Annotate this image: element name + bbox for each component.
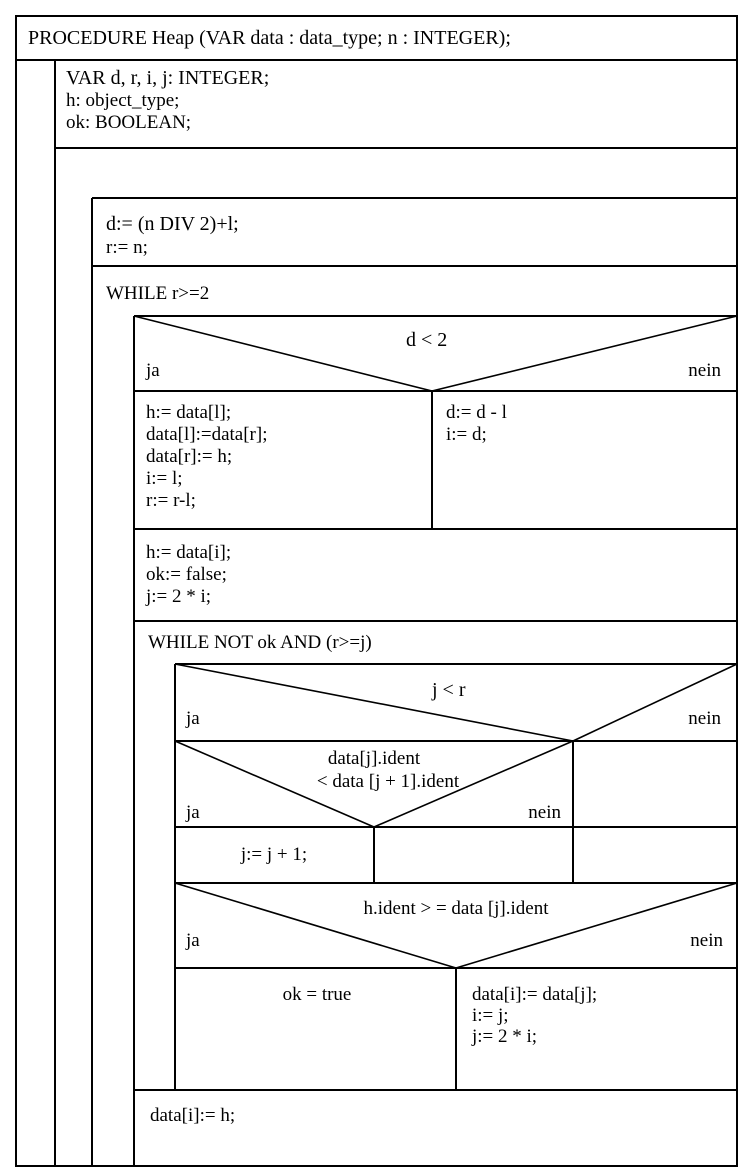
if-ident-no-label: nein [528,802,561,823]
if-d-no-statement: d:= d - l [446,402,507,423]
if-d-condition: d < 2 [406,329,448,351]
if-j-diagonal-right [573,664,737,741]
if-j-no-label: nein [688,708,721,729]
if-h-no-statement: j:= 2 * i; [472,1026,538,1047]
init-statement-d: d:= (n DIV 2)+l; [106,213,239,235]
structure-lines [16,16,737,1166]
if-h-no-label: nein [690,930,723,951]
procedure-frame [16,16,737,1166]
final-statement: data[i]:= h; [150,1105,236,1126]
declaration-h: h: object_type; [66,90,180,111]
if-h-diagonal-left [175,883,456,968]
if-ident-yes-statement: j:= j + 1; [240,844,308,865]
if-h-condition: h.ident > = data [j].ident [363,898,549,919]
if-d-yes-statement: h:= data[l]; [146,402,232,423]
init-statement-r: r:= n; [106,237,148,258]
if-h-no-statement: i:= j; [472,1005,509,1026]
if-h-yes-label: ja [186,930,200,951]
inner-while-condition: WHILE NOT ok AND (r>=j) [148,632,372,653]
pre-inner-statement: j:= 2 * i; [146,586,212,607]
if-ident-condition-line2: < data [j + 1].ident [316,771,460,792]
if-d-diagonal-left [134,316,432,391]
if-j-diagonal-left [175,664,573,741]
if-j-yes-label: ja [186,708,200,729]
if-h-no-statement: data[i]:= data[j]; [472,984,598,1005]
if-d-no-label: nein [688,360,721,381]
procedure-header: PROCEDURE Heap (VAR data : data_type; n : INTEGER); [28,27,511,49]
declaration-vars: VAR d, r, i, j: INTEGER; [66,67,270,89]
if-h-diagonal-right [456,883,737,968]
if-d-no-statement: i:= d; [446,424,487,445]
outer-while-condition: WHILE r>=2 [106,283,210,304]
pre-inner-statement: h:= data[i]; [146,542,232,563]
if-h-yes-statement: ok = true [282,984,352,1005]
if-d-yes-label: ja [146,360,160,381]
if-ident-condition-line1: data[j].ident [327,748,421,769]
if-j-condition: j < r [432,679,466,701]
if-d-yes-statement: i:= l; [146,468,183,489]
if-d-yes-statement: r:= r-l; [146,490,196,511]
pre-inner-statement: ok:= false; [146,564,227,585]
if-ident-yes-label: ja [186,802,200,823]
if-d-yes-statement: data[r]:= h; [146,446,233,467]
if-d-yes-statement: data[l]:=data[r]; [146,424,268,445]
declaration-ok: ok: BOOLEAN; [66,112,192,133]
